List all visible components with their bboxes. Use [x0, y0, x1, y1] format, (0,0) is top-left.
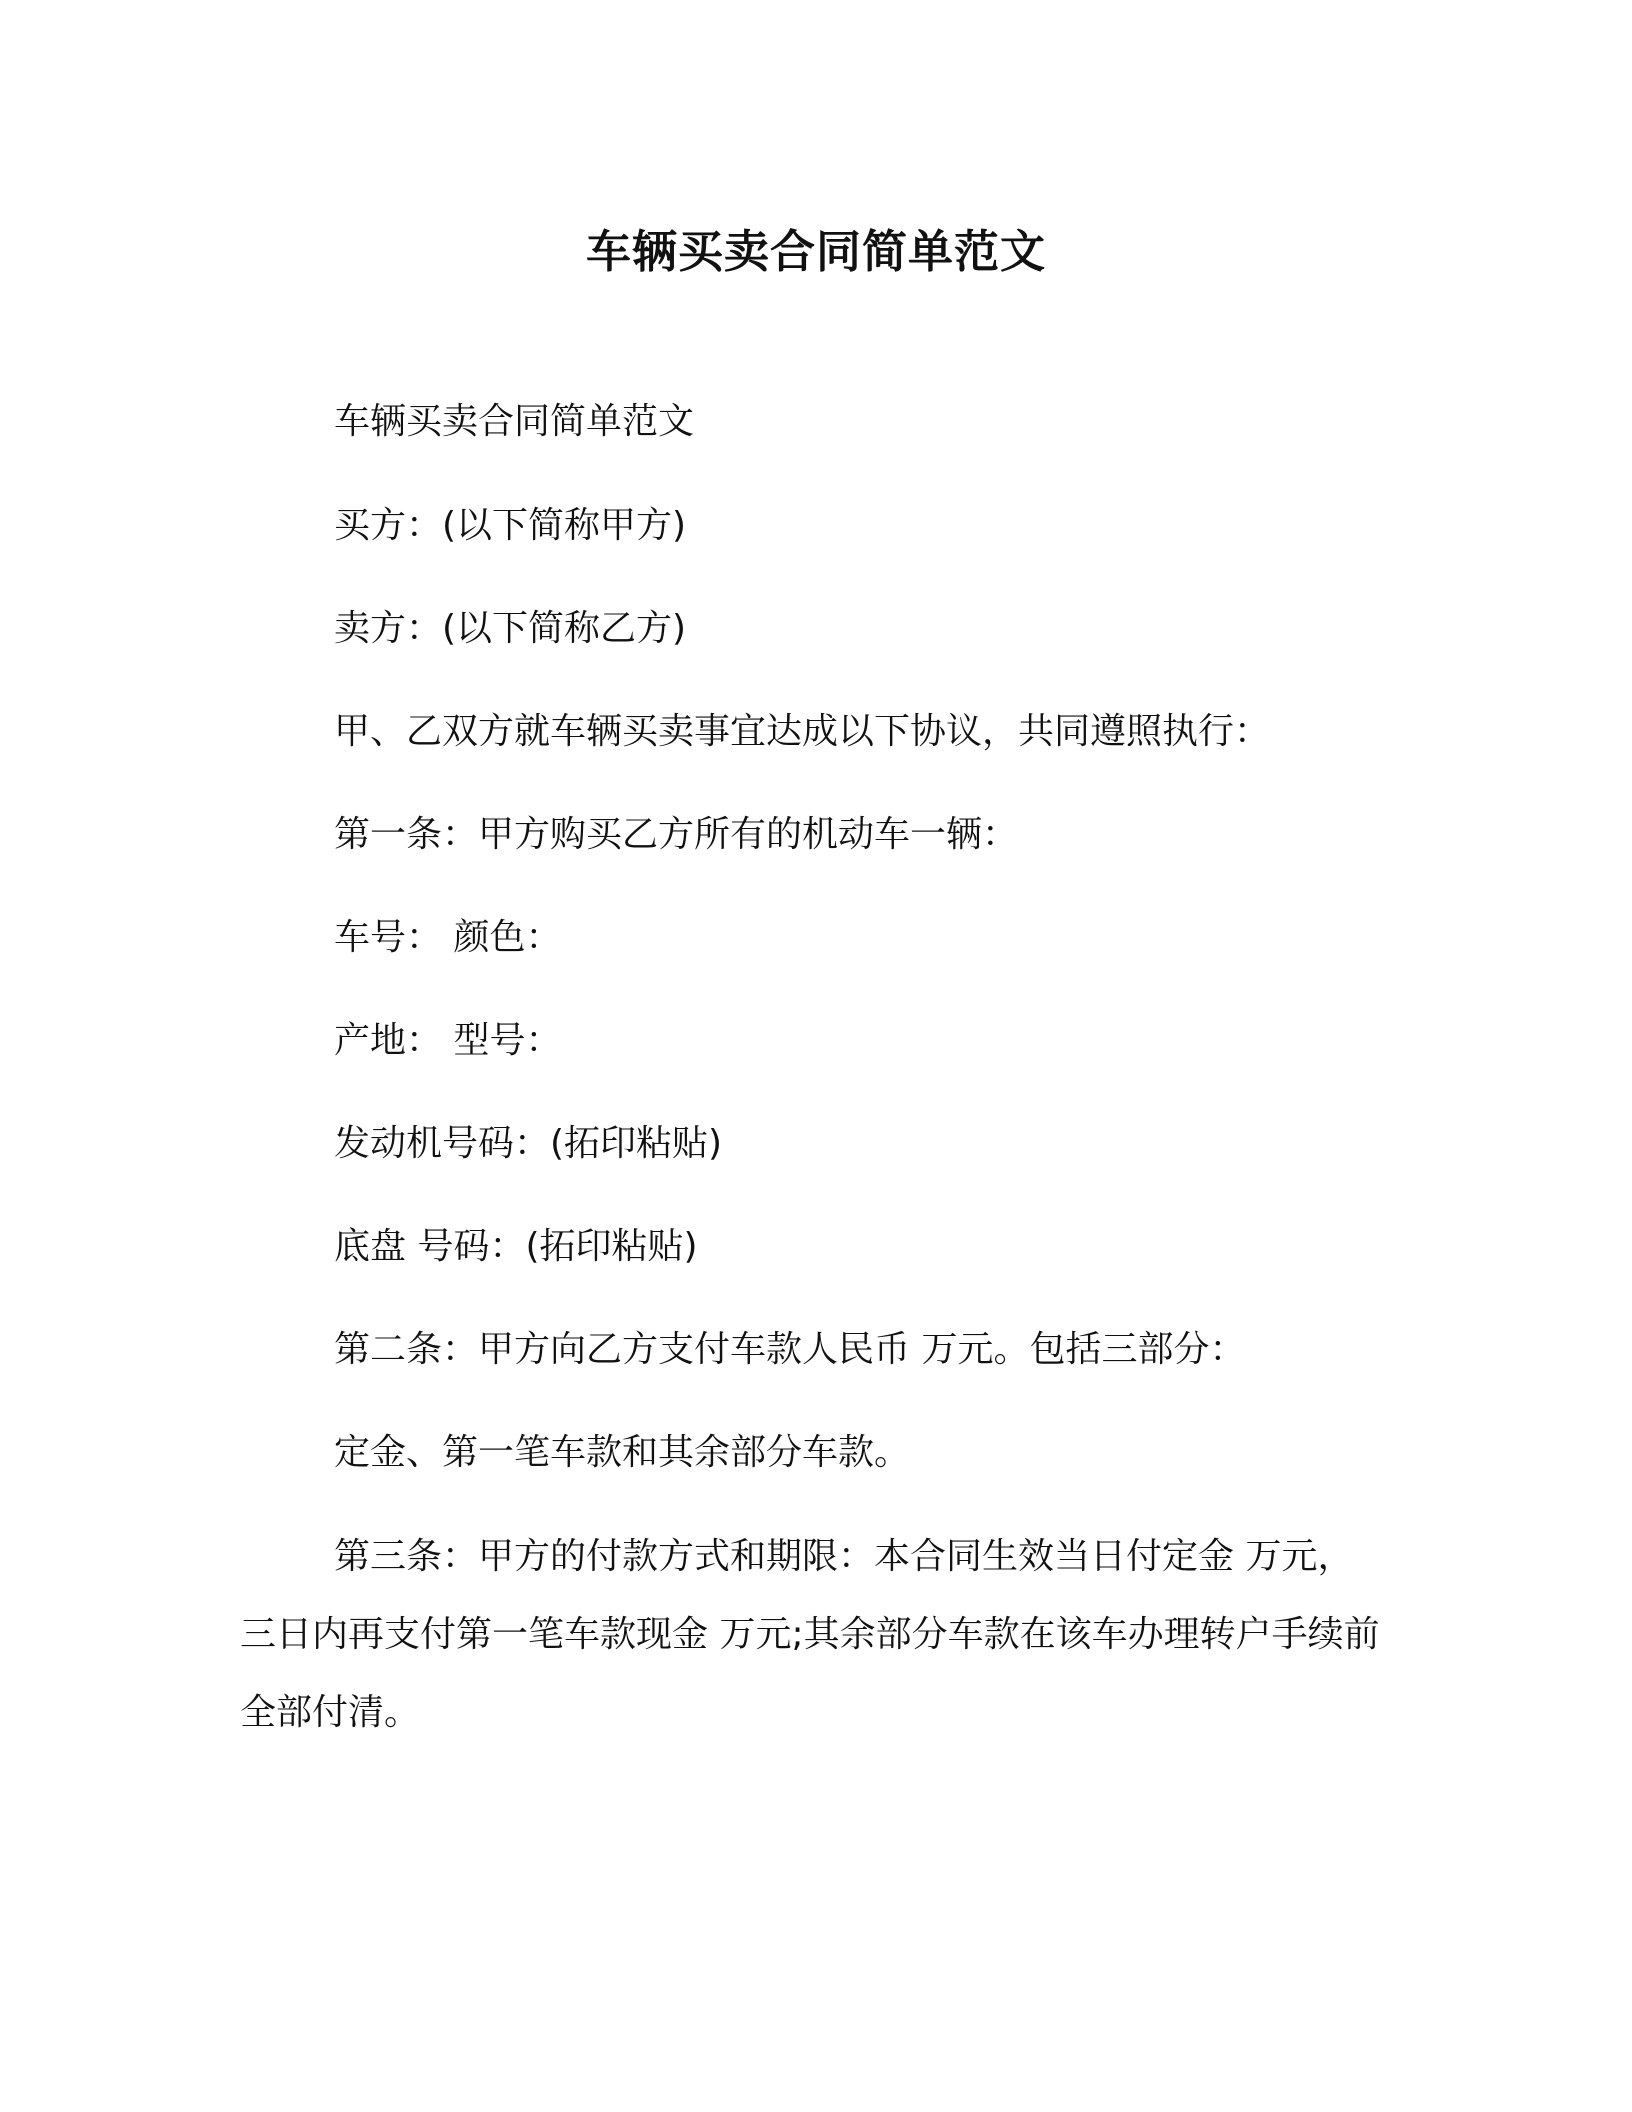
buyer-line: 买方：(以下简称甲方) [334, 505, 687, 546]
document-title: 车辆买卖合同简单范文 [585, 225, 1046, 278]
plate-color-line: 车号： 颜色： [334, 917, 562, 958]
chassis-number-line: 底盘 号码：(拓印粘贴) [334, 1226, 698, 1267]
seller-line: 卖方：(以下简称乙方) [334, 608, 687, 649]
article-2-line: 第二条：甲方向乙方支付车款人民币 万元。包括三部分： [334, 1329, 1246, 1370]
agreement-intro-line: 甲、乙双方就车辆买卖事宜达成以下协议，共同遵照执行： [334, 711, 1271, 752]
origin-model-line: 产地： 型号： [334, 1020, 562, 1061]
payment-parts-line: 定金、第一笔车款和其余部分车款。 [334, 1432, 911, 1473]
engine-number-line: 发动机号码：(拓印粘贴) [334, 1123, 723, 1164]
article-1-line: 第一条：甲方购买乙方所有的机动车一辆： [334, 814, 1019, 855]
article-3-paragraph: 第三条：甲方的付款方式和期限：本合同生效当日付定金 万元，三日内再支付第一笔车款现金 万元;其余部分车款在该车办理转户手续前全部付清。 [240, 1536, 1380, 1733]
subtitle-line: 车辆买卖合同简单范文 [334, 401, 695, 442]
